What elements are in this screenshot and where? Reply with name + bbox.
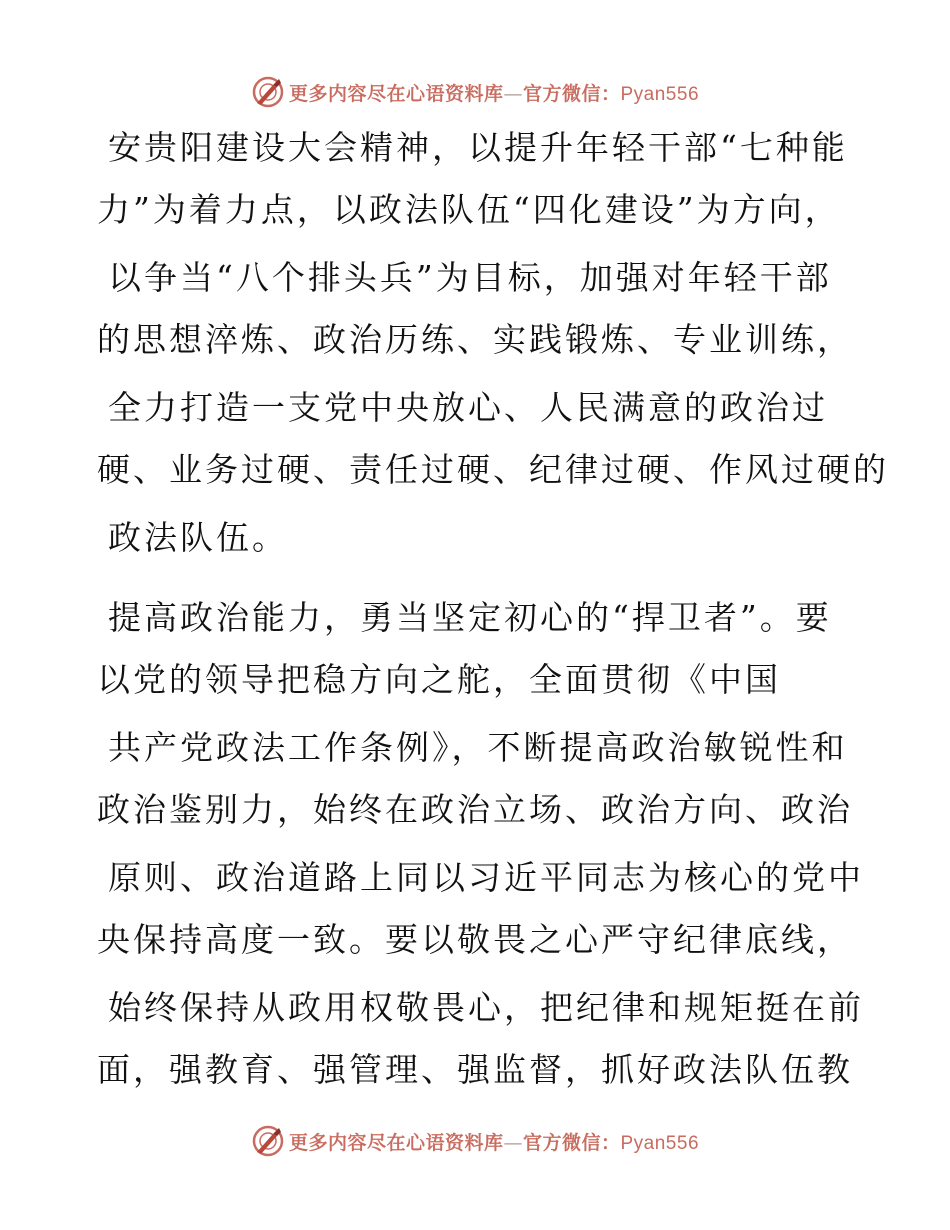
paragraph-line: 央保持高度一致。要以敬畏之心严守纪律底线， xyxy=(97,920,853,959)
paragraph-line: 以党的领导把稳方向之舵，全面贯彻《中国 xyxy=(97,660,781,699)
watermark-wechat-id: Pyan556 xyxy=(620,83,700,105)
watermark-brand: 更多内容尽在心语资料库 xyxy=(288,1131,504,1154)
paragraph-line: 始终保持从政用权敬畏心，把纪律和规矩挺在前 xyxy=(108,988,864,1027)
watermark-brand: 更多内容尽在心语资料库 xyxy=(288,82,504,105)
paragraph-line: 的思想淬炼、政治历练、实践锻炼、专业训练， xyxy=(97,320,853,359)
paragraph-line: 共产党政法工作条例》，不断提高政治敏锐性和 xyxy=(108,728,848,767)
paragraph-line: 全力打造一支党中央放心、人民满意的政治过 xyxy=(108,388,828,427)
paragraph-line: 原则、政治道路上同以习近平同志为核心的党中 xyxy=(108,858,864,897)
watermark-text xyxy=(289,1128,699,1155)
paragraph-line: 政治鉴别力，始终在政治立场、政治方向、政治 xyxy=(97,790,853,829)
paragraph-line: 提高政治能力，勇当坚定初心的“捍卫者”。要 xyxy=(108,598,832,637)
watermark-separator: — xyxy=(503,1131,523,1154)
paragraph-line: 硬、业务过硬、责任过硬、纪律过硬、作风过硬的 xyxy=(97,450,889,489)
paragraph-line: 力”为着力点，以政法队伍“四化建设”为方向， xyxy=(97,190,841,229)
footer-watermark xyxy=(0,1121,950,1161)
paragraph-line: 政法队伍。 xyxy=(108,518,288,557)
watermark-official: 官方微信： xyxy=(522,82,621,105)
pen-logo-icon xyxy=(251,1124,285,1158)
paragraph-line: 以争当“八个排头兵”为目标，加强对年轻干部 xyxy=(108,258,832,297)
watermark-separator: — xyxy=(503,82,523,105)
paragraph-line: 安贵阳建设大会精神，以提升年轻干部“七种能 xyxy=(108,128,848,167)
paragraph-line: 面，强教育、强管理、强监督，抓好政法队伍教 xyxy=(97,1050,853,1089)
watermark-official: 官方微信： xyxy=(522,1131,621,1154)
watermark-wechat-id: Pyan556 xyxy=(620,1132,700,1154)
